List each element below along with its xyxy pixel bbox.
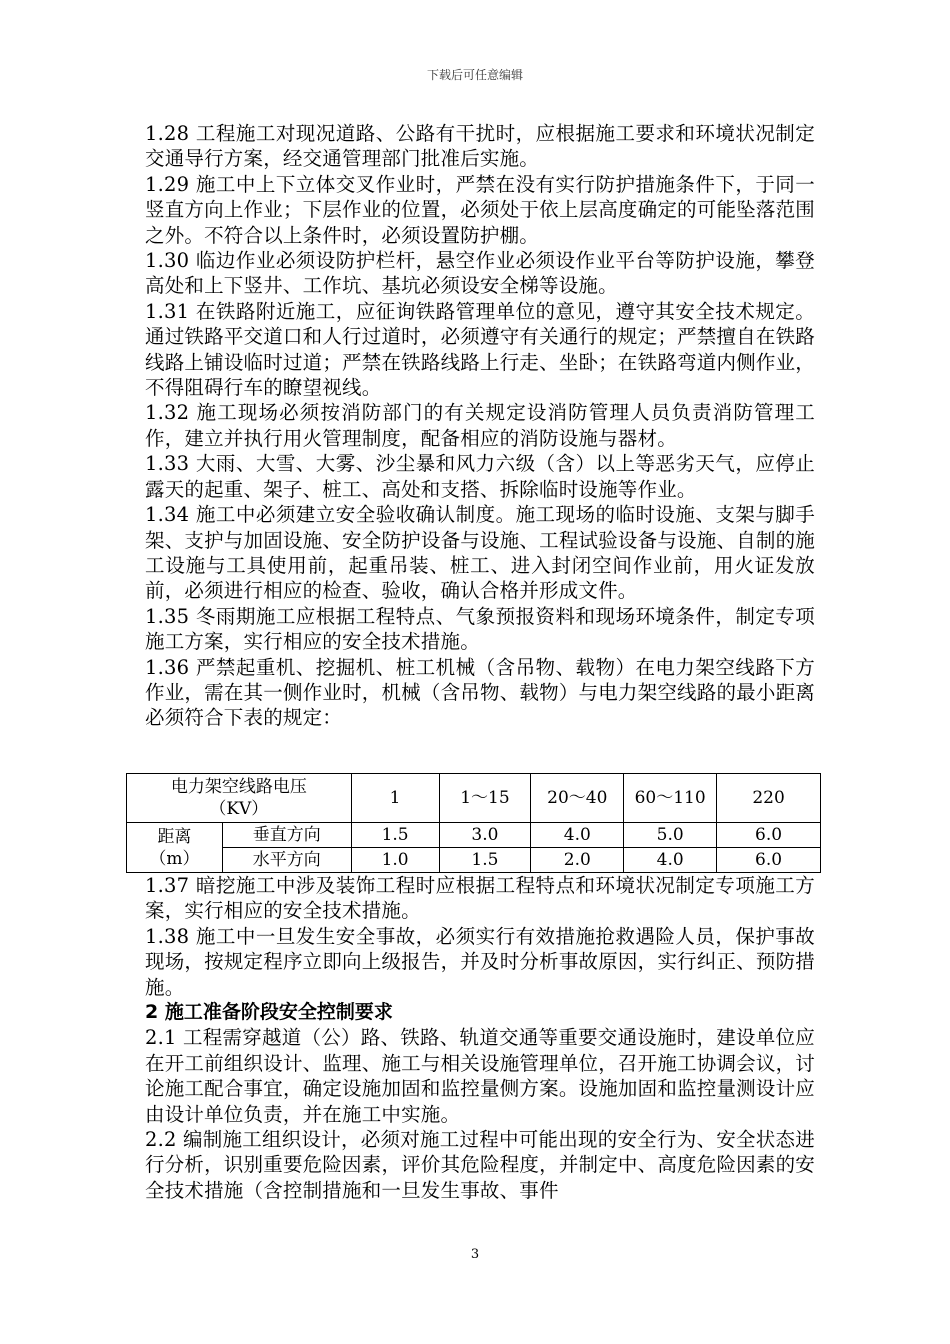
voltage-header-unit: （KV） <box>209 799 269 819</box>
paragraph-1-29: 1.29 施工中上下立体交叉作业时，严禁在没有实行防护措施条件下，于同一竖直方向上作业；下层作业的位置，必须处于依上层高度确定的可能坠落范围之外。不符合以上条件时，必须设置防护棚。 <box>145 172 815 247</box>
distance-group-label: 距离 <box>157 826 192 847</box>
paragraph-2-1: 2.1 工程需穿越道（公）路、铁路、轨道交通等重要交通设施时，建设单位应在开工前组织设计、监理、施工与相关设施管理单位，召开施工协调会议，讨论施工配合事宜，确定设施加固和监控量侧方案。设施加固和监控量测设计应由设计单位负责，并在施工中实施。 <box>145 1026 815 1126</box>
distance-table <box>126 773 821 873</box>
value-cell: 3.0 <box>439 823 531 848</box>
paragraph-1-36: 1.36 严禁起重机、挖掘机、桩工机械（含吊物、载物）在电力架空线路下方作业，需在其一侧作业时，机械（含吊物、载物）与电力架空线路的最小距离必须符合下表的规定： <box>145 655 815 730</box>
voltage-header-label: 电力架空线路电压 <box>170 777 307 797</box>
value-cell: 1.5 <box>439 848 531 873</box>
paragraph-2-2: 2.2 编制施工组织设计，必须对施工过程中可能出现的安全行为、安全状态进行分析，识别重要危险因素，评价其危险程度，并制定中、高度危险因素的安全技术措施（含控制措施和一旦发生事故、事件 <box>145 1128 815 1202</box>
table-row <box>127 848 821 873</box>
paragraph-1-33: 1.33 大雨、大雪、大雾、沙尘暴和风力六级（含）以上等恶劣天气，应停止露天的起重、架子、桩工、高处和支搭、拆除临时设施等作业。 <box>145 452 815 501</box>
body-text-bottom <box>145 873 815 1203</box>
paragraph-1-34: 1.34 施工中必须建立安全验收确认制度。施工现场的临时设施、支架与脚手架、支护与加固设施、安全防护设备与设施、工程试验设备与设施、自制的施工设施与工具使用前，起重吊装、桩工、进入封闭空间作业前，用火证发放前，必须进行相应的检查、验收，确认合格并形成文件。 <box>145 503 815 603</box>
row-label-cell: 水平方向 <box>222 848 351 873</box>
distance-group-cell <box>127 823 223 873</box>
table-header-row <box>127 774 821 823</box>
value-cell: 6.0 <box>717 848 821 873</box>
voltage-cell: 220 <box>717 774 821 823</box>
value-cell: 1.5 <box>351 823 439 848</box>
paragraph-1-31: 1.31 在铁路附近施工，应征询铁路管理单位的意见，遵守其安全技术规定。通过铁路平交道口和人行过道时，必须遵守有关通行的规定；严禁擅自在铁路线路上铺设临时过道；严禁在铁路线路上行走、坐卧；在铁路弯道内侧作业，不得阻碍行车的瞭望视线。 <box>145 299 815 400</box>
page-number: 3 <box>470 1247 480 1262</box>
voltage-cell: 1～15 <box>439 774 531 823</box>
paragraph-1-32: 1.32 施工现场必须按消防部门的有关规定设消防管理人员负责消防管理工作，建立并执行用火管理制度，配备相应的消防设施与器材。 <box>145 401 815 450</box>
body-text-top <box>145 121 815 731</box>
voltage-cell: 20～40 <box>531 774 624 823</box>
paragraph-1-38: 1.38 施工中一旦发生安全事故，必须实行有效措施抢救遇险人员，保护事故现场，按规定程序立即向上级报告，并及时分析事故原因，实行纠正、预防措施。 <box>145 924 815 999</box>
paragraph-1-30: 1.30 临边作业必须设防护栏杆，悬空作业必须设作业平台等防护设施，攀登高处和上下竖井、工作坑、基坑必须设安全梯等设施。 <box>145 249 815 298</box>
value-cell: 2.0 <box>531 848 624 873</box>
paragraph-1-37: 1.37 暗挖施工中涉及装饰工程时应根据工程特点和环境状况制定专项施工方案，实行相应的安全技术措施。 <box>145 874 815 923</box>
section-heading: 2 施工准备阶段安全控制要求 <box>145 1001 393 1024</box>
voltage-cell: 1 <box>351 774 439 823</box>
paragraph-1-35: 1.35 冬雨期施工应根据工程特点、气象预报资料和现场环境条件，制定专项施工方案，实行相应的安全技术措施。 <box>145 604 815 654</box>
row-label-cell: 垂直方向 <box>222 823 351 848</box>
voltage-cell: 60～110 <box>624 774 717 823</box>
value-cell: 5.0 <box>624 823 717 848</box>
value-cell: 6.0 <box>717 823 821 848</box>
value-cell: 4.0 <box>531 823 624 848</box>
table-row <box>127 823 821 848</box>
page-header: 下载后可任意编辑 <box>426 68 523 82</box>
paragraph-1-28: 1.28 工程施工对现况道路、公路有干扰时，应根据施工要求和环境状况制定交通导行方案，经交通管理部门批准后实施。 <box>145 122 815 171</box>
value-cell: 4.0 <box>624 848 717 873</box>
value-cell: 1.0 <box>351 848 439 873</box>
distance-group-unit: （m） <box>149 848 200 869</box>
voltage-header-cell <box>127 774 352 823</box>
